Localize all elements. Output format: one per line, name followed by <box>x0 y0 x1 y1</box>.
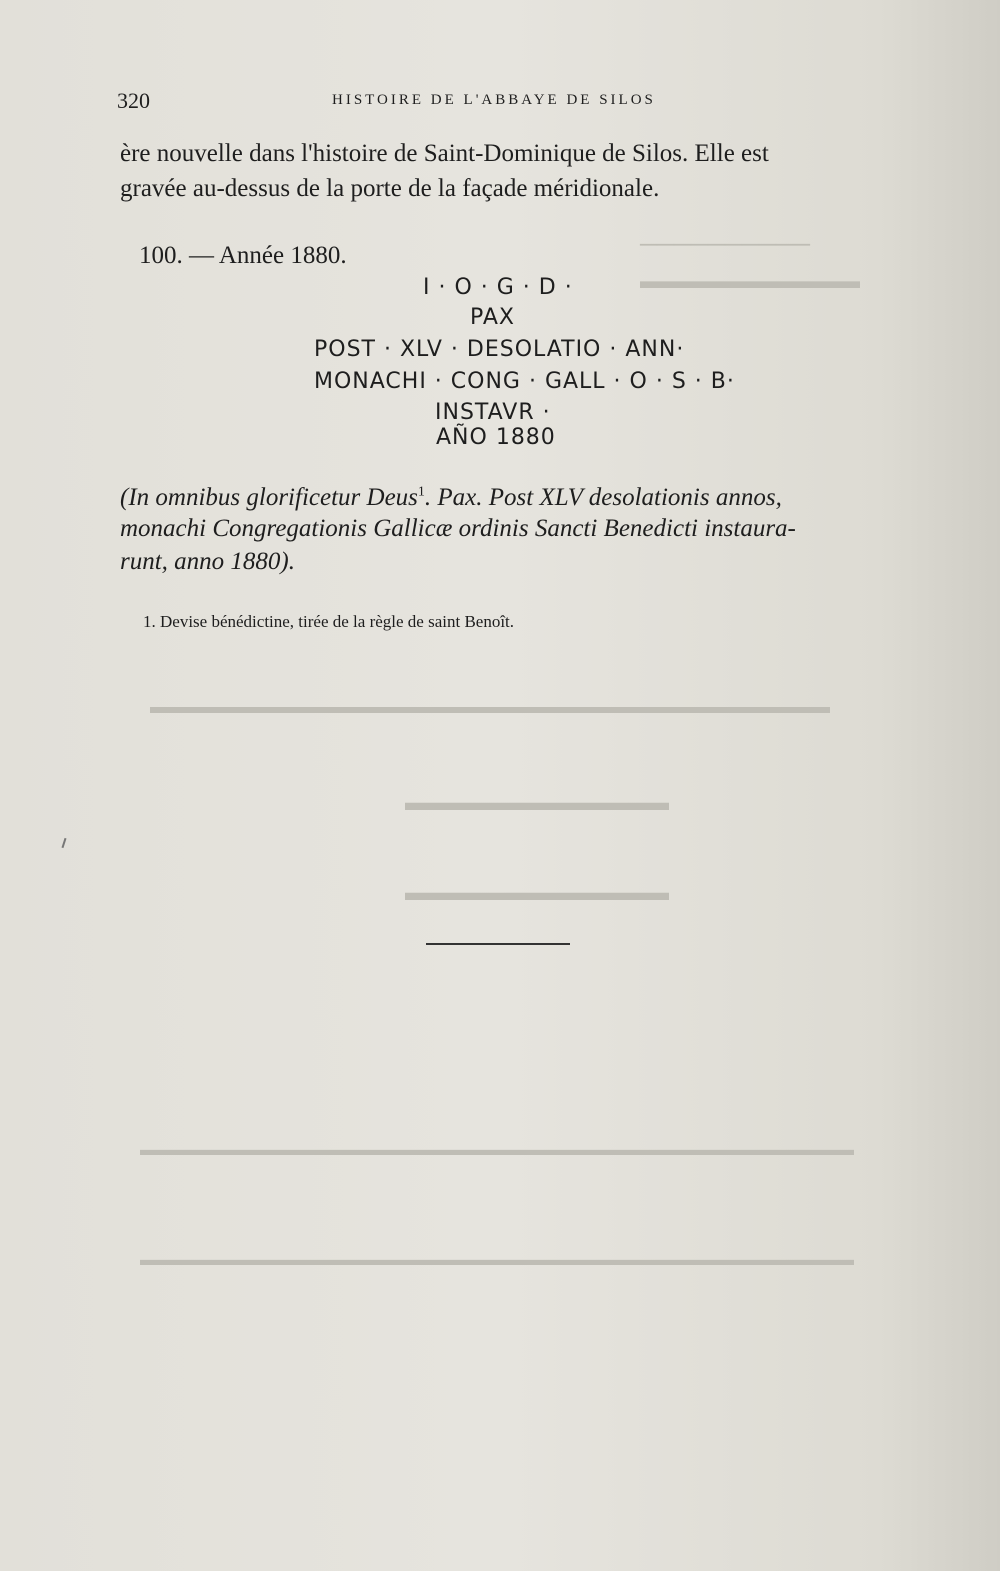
inscription-line: POST · XLV · DESOLATIO · ANN· <box>314 337 685 362</box>
body-line: gravée au-dessus de la porte de la façade méridionale. <box>120 175 660 202</box>
document-page: ────────── ▬▬▬▬▬▬▬▬▬▬ ▬▬▬▬▬▬▬▬▬▬▬▬▬▬▬▬▬▬▬▬▬▬▬▬▬▬▬▬▬▬▬▬▬▬ ▬▬▬▬▬▬▬▬▬▬▬ ▬▬▬▬▬▬▬▬▬▬▬ ▬▬▬▬▬▬▬▬▬▬▬▬▬▬▬▬▬▬▬▬▬▬▬▬▬▬▬▬▬▬▬▬▬▬▬▬▬▬▬▬▬▬ ▬▬▬▬▬▬▬▬▬▬▬▬▬▬▬▬▬▬▬▬▬▬▬▬▬▬▬▬▬▬▬▬▬▬▬▬▬▬▬▬▬▬ 320 HISTOIRE DE L'ABBAYE DE SILOS ère nouvelle dans l'histoire de Saint-Dominique de Silos. Elle est gravée au-dessus de la porte de la façade méridionale. 100. — Année 1880. I · O · G · D · PAX POST · XLV · DESOLATIO · ANN· MONACHI · CONG · GALL · O · S · B· INSTAVR · AÑO 1880 (In omnibus glorificetur Deus$^1$. Pax. Post XLV desolationis annos, monachi Congregationis Gallicæ ordinis Sancti Benedicti instaura- runt, anno 1880). 1. Devise bénédictine, tirée de la règle de saint Benoît. <box>0 0 1000 1571</box>
paper-speck <box>62 838 67 848</box>
translation-line: runt, anno 1880). <box>120 548 295 575</box>
translation-text: . Pax. Post XLV desolationis annos, <box>424 484 782 511</box>
inscription-line: INSTAVR · <box>435 400 551 425</box>
translation-line: monachi Congregationis Gallicæ ordinis Sancti Benedicti instaura- <box>120 515 796 542</box>
page-number: 320 <box>117 88 150 113</box>
body-line: ère nouvelle dans l'histoire de Saint-Dominique de Silos. Elle est <box>120 140 769 167</box>
inscription-line: AÑO 1880 <box>436 425 556 450</box>
section-rule <box>426 943 570 945</box>
inscription-line: MONACHI · CONG · GALL · O · S · B· <box>314 369 735 394</box>
translation-text: (In omnibus glorificetur Deus <box>120 484 418 511</box>
inscription-line: I · O · G · D · <box>423 275 573 300</box>
footnote-marker: 1 <box>417 484 425 500</box>
translation-line <box>120 484 782 512</box>
running-title: HISTOIRE DE L'ABBAYE DE SILOS <box>332 92 656 108</box>
entry-heading: 100. — Année 1880. <box>139 242 347 269</box>
footnote: 1. Devise bénédictine, tirée de la règle de saint Benoît. <box>143 612 515 631</box>
inscription-line: PAX <box>470 305 515 330</box>
